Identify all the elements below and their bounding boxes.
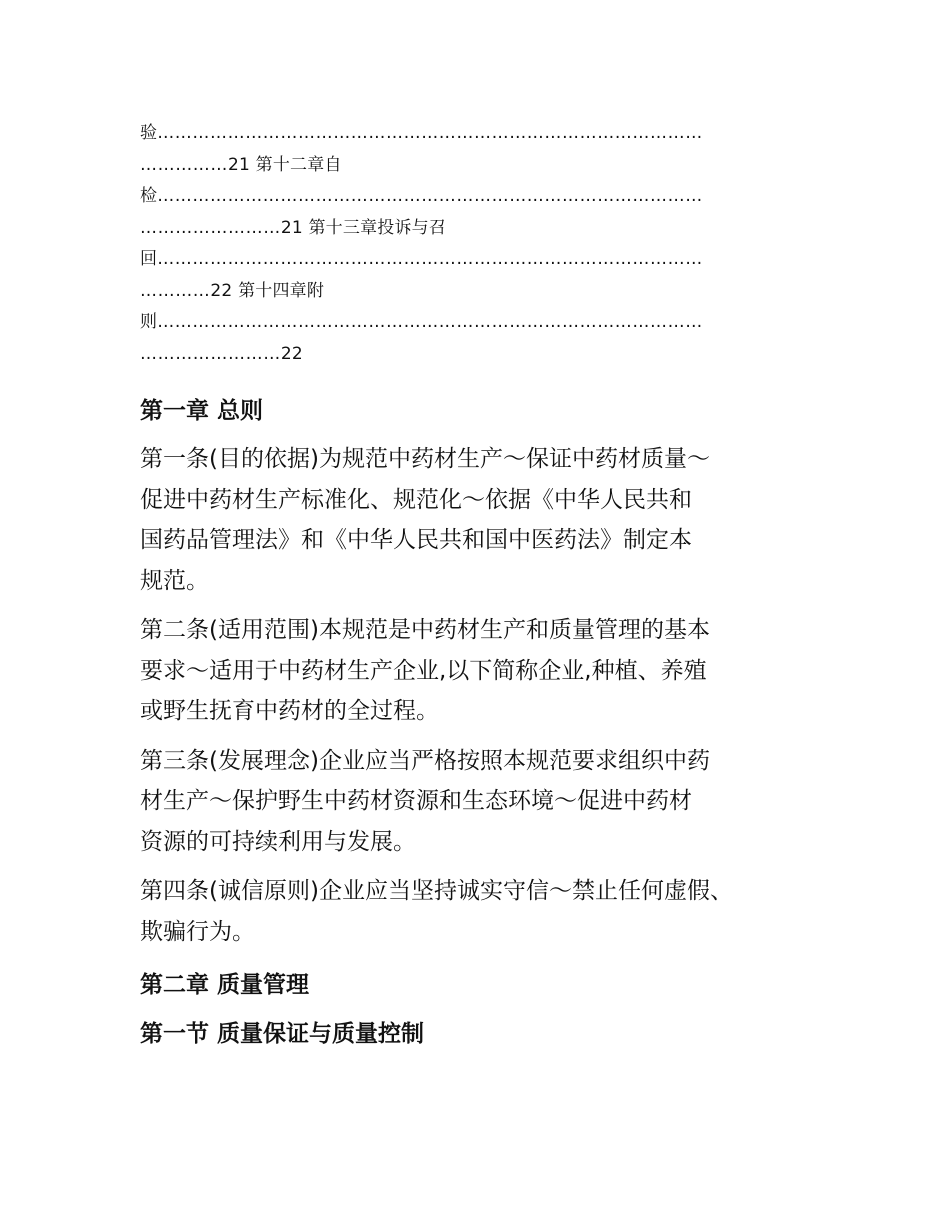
toc-leader-dots: …………… xyxy=(140,154,228,175)
toc-line xyxy=(140,307,830,339)
toc-leader-dots: …………………… xyxy=(140,343,281,364)
article-paragraph xyxy=(140,610,830,732)
toc-entry-tail: 回 xyxy=(140,249,158,269)
toc-leader-dots: ………………………………………………………………………………… xyxy=(157,186,703,206)
toc-leader-dots: ………………………………………………………………………………… xyxy=(157,123,703,143)
text-line: 规范。 xyxy=(140,567,209,594)
toc-leader-dots: ………………………………………………………………………………… xyxy=(157,249,703,269)
section-heading: 第一节 质量保证与质量控制 xyxy=(140,1021,425,1047)
text-line: 资源的可持续利用与发展。 xyxy=(140,828,416,855)
text-line: 材生产～保护野生中药材资源和生态环境～促进中药材 xyxy=(140,788,692,814)
chapter-heading: 第二章 质量管理 xyxy=(140,972,310,998)
chapter-heading: 第一章 总则 xyxy=(140,398,264,424)
toc-page-number: 21 xyxy=(228,154,251,175)
document-page xyxy=(140,118,830,1050)
text-line: 第三条(发展理念)企业应当严格按照本规范要求组织中药 xyxy=(140,747,710,774)
toc-line xyxy=(140,150,830,182)
text-line: 第四条(诚信原则)企业应当坚持诚实守信～禁止任何虚假、 xyxy=(140,878,733,904)
table-of-contents xyxy=(140,118,830,370)
text-line: 或野生抚育中药材的全过程。 xyxy=(140,698,439,724)
text-line: 欺骗行为。 xyxy=(140,918,255,945)
toc-leader-dots: …………………… xyxy=(140,217,281,238)
article-paragraph xyxy=(140,741,830,863)
toc-page-number: 21 xyxy=(280,217,303,238)
toc-entry-head: 第十二章自 xyxy=(255,154,342,175)
text-line: 促进中药材生产标准化、规范化～依据《中华人民共和 xyxy=(140,486,692,513)
toc-line xyxy=(140,118,830,150)
text-line: 国药品管理法》和《中华人民共和国中医药法》制定本 xyxy=(140,527,692,553)
toc-entry-head: 第十四章附 xyxy=(238,280,325,301)
toc-leader-dots: ………… xyxy=(140,280,211,301)
article-paragraph xyxy=(140,439,830,601)
toc-page-number: 22 xyxy=(210,280,233,301)
toc-line xyxy=(140,181,830,213)
toc-line xyxy=(140,339,830,371)
text-line: 第二条(适用范围)本规范是中药材生产和质量管理的基本 xyxy=(140,617,710,643)
article-paragraph xyxy=(140,871,830,952)
toc-line xyxy=(140,213,830,245)
text-line: 要求～适用于中药材生产企业,以下简称企业,种植、养殖 xyxy=(140,657,707,684)
toc-page-number: 22 xyxy=(280,343,303,364)
toc-line xyxy=(140,276,830,308)
toc-entry-tail: 验 xyxy=(140,123,158,143)
toc-entry-head: 第十三章投诉与召 xyxy=(308,217,447,238)
toc-leader-dots: ………………………………………………………………………………… xyxy=(157,312,703,332)
toc-line xyxy=(140,244,830,276)
toc-entry-tail: 检 xyxy=(140,186,158,206)
text-line: 第一条(目的依据)为规范中药材生产～保证中药材质量～ xyxy=(140,446,710,472)
toc-entry-tail: 则 xyxy=(140,312,158,332)
